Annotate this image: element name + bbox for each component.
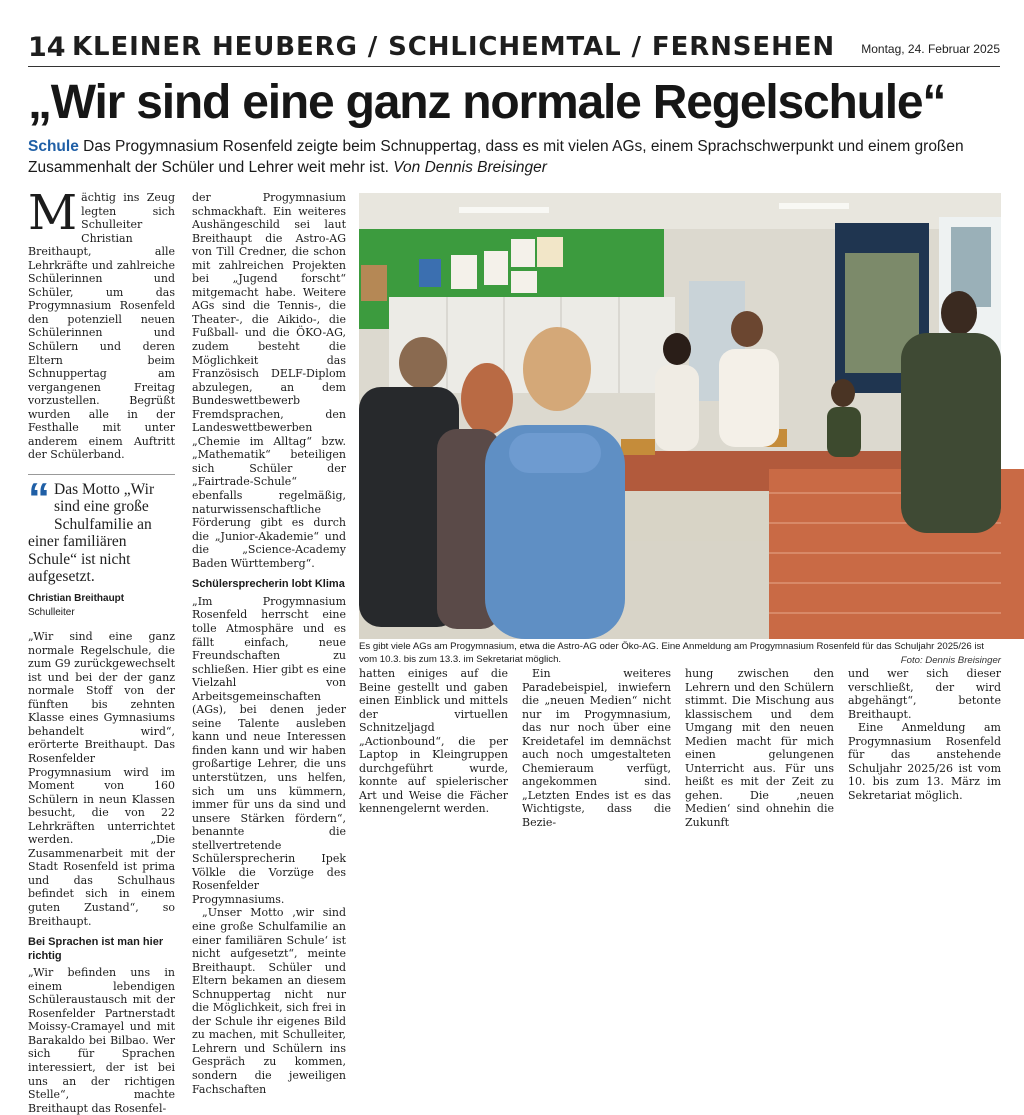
pull-quote — [28, 474, 175, 620]
kicker: Schule — [28, 138, 79, 155]
teaser-text: Das Progymnasium Rosenfeld zeigte beim Schnuppertag, dass es mit vielen AGs, einem Sprachschwerpunkt und einem großen Zusammenhalt der Schüler und Lehrer weit mehr ist. — [28, 138, 964, 176]
article-column-2 — [192, 191, 346, 1096]
classroom-photo — [359, 193, 1001, 639]
article-column-6 — [848, 667, 1001, 802]
pull-quote-text: Das Motto „Wir sind eine große Schulfamilie an einer familiären Schule“ ist nicht aufgesetzt. — [28, 480, 155, 586]
body-paragraph: der Progymnasium schmackhaft. Ein weiteres Aushängeschild sei laut Breithaupt die Astro-AG von Till Credner, die schon mit zahlreichen Projekten bei „Jugend forscht“ mitgemacht habe. Weitere AGs sind die Tennis-, die Theater-, die Aikido-, die Fußball- und die ÖKO-AG, zudem besteht die Möglichkeit das Französisch DELF-Diplom abzulegen, an dem Bundeswettbewerb Fremdsprachen, den Landeswettbewerben „Chemie im Alltag“ bzw. „Mathematik“ beteiligen sich Schüler der „Fairtrade-Schule“ ebenfalls regelmäßig, naturwissenschaftliche Förderung gibt es durch die „Junior-Akademie“ und die „Science-Academy Baden Württemberg“. — [192, 191, 346, 570]
article-column-1 — [28, 185, 175, 1115]
body-paragraph: hatten einiges auf die Beine gestellt und gaben einen Einblick und mittels der virtuellen Schnitzeljagd „Actionbound“, die per Laptop in Kleingruppen durchgeführt wurde, konnte auf spielerischer Art und Weise die Fächer kennengelernt werden. — [359, 667, 508, 815]
header-rule — [28, 66, 1000, 67]
pull-quote-author: Christian Breithaupt — [28, 592, 125, 604]
drop-cap: M — [28, 185, 78, 241]
body-paragraph: Ein weiteres Paradebeispiel, inwiefern die „neuen Medien“ nicht nur im Progymnasium, das nur noch über eine Kreidetafel im demnächst auch noch umgestalteten Chemieraum verfügt, angekommen sind. „Letzten Endes ist es das Wichtigste, dass die Bezie- — [522, 667, 671, 829]
teaser — [28, 136, 1000, 178]
article-column-4 — [522, 667, 671, 829]
article-photo — [359, 193, 1001, 639]
byline: Von Dennis Breisinger — [393, 159, 547, 176]
page-number: 14 — [28, 32, 66, 63]
body-paragraph: hung zwischen den Lehrern und den Schülern stimmt. Die Mischung aus klassischem und dem Umgang mit den neuen Medien macht für mich einen gelungenen Unterricht aus. Für uns heißt es mit der Zeit zu gehen. Die ‚neuen Medien‘ sind ohnehin die Zukunft — [685, 667, 834, 829]
article-column-3 — [359, 667, 508, 816]
quote-mark-icon: “ — [28, 473, 50, 523]
body-paragraph: und wer sich dieser verschließt, der wird abgehängt“, betonte Breithaupt. — [848, 667, 1001, 721]
issue-date: Montag, 24. Februar 2025 — [861, 42, 1000, 56]
subheading: Bei Sprachen ist man hier richtig — [28, 936, 164, 962]
body-paragraph: „Unser Motto ‚wir sind eine große Schulfamilie an einer familiären Schule‘ ist nicht aufgesetzt“, meinte Breithaupt. Schüler und Eltern bekamen an diesem Schnuppertag nicht nur die Möglichkeit, sich frei in der Schule ihr eigenes Bild zu machen, mit Schulleiter, Lehrern und Schülern ins Gespräch zu kommen, sondern die jeweiligen Fachschaften — [192, 906, 346, 1096]
body-paragraph: „Wir befinden uns in einem lebendigen Schüleraustausch mit der Rosenfelder Partnerstadt Moissy-Cramayel und mit Barakaldo bei Bilbao. Wer sich für Sprachen interessiert, der ist bei uns an der richtigen Stelle“, machte Breithaupt das Rosenfel- — [28, 966, 175, 1115]
body-paragraph: Eine Anmeldung am Progymnasium Rosenfeld für das anstehende Schuljahr 2025/26 ist vom 10. bis zum 13. März im Sekretariat möglich. — [848, 721, 1001, 802]
body-paragraph: „Wir sind eine ganz normale Regelschule, die zum G9 zurückgewechselt ist und bei der der ganz normale Stoff von der fünften bis zehnten Klasse eines Gymnasiums behandelt wird“, erörterte Breithaupt. Das Rosenfelder Progymnasium wird im Moment von 160 Schülern in neun Klassen besucht, die von 22 Lehrkräften unterrichtet werden. „Die Zusammenarbeit mit der Stadt Rosenfeld ist prima und das Schulhaus befindet sich in einem guten Zustand“, so Breithaupt. — [28, 630, 175, 928]
subheading: Schülersprecherin lobt Klima — [192, 578, 345, 591]
photo-caption: Es gibt viele AGs am Progymnasium, etwa die Astro-AG oder Öko-AG. Eine Anmeldung am Progymnasium Rosenfeld für das Schuljahr 2025/26 ist vom 10.3. bis zum 13.3. im Sekretariat möglich. — [359, 641, 984, 665]
headline: „Wir sind eine ganz normale Regelschule“ — [28, 76, 946, 129]
article-column-5 — [685, 667, 834, 829]
photo-credit: Foto: Dennis Breisinger — [900, 655, 1001, 666]
lead-paragraph — [28, 185, 175, 462]
pull-quote-role: Schulleiter — [28, 607, 75, 619]
lead-paragraph-text: ächtig ins Zeug legten sich Schulleiter Christian Breithaupt, alle Lehrkräfte und zahlreiche Schülerinnen und Schüler, um das Progymnasium Rosenfeld den potenziell neuen Schülerinnen und Schülern und deren Eltern beim Schnuppertag am vergangenen Freitag vorzustellen. Begrüßt wurden alle in der Festhalle mit unter anderem einem Auftritt der Schülerband. — [28, 191, 175, 462]
body-paragraph: „Im Progymnasium Rosenfeld herrscht eine tolle Atmosphäre und es fällt einfach, neue Freundschaften zu schließen. Hier gibt es eine Vielzahl von Arbeitsgemeinschaften (AGs), bei denen jeder seine Talente ausleben kann und neue Interessen finden kann und wir haben großartige Lehrer, die uns unterstützen, uns helfen, sich um uns kümmern, immer für uns da sind und unsere Stärken fördern“, benannte die stellvertretende Schülersprecherin Ipek Völkle die Vorzüge des Rosenfelder Progymnasiums. — [192, 594, 346, 906]
page-header — [28, 30, 1000, 66]
section-title: KLEINER HEUBERG / SCHLICHEMTAL / FERNSEHEN — [72, 32, 836, 62]
